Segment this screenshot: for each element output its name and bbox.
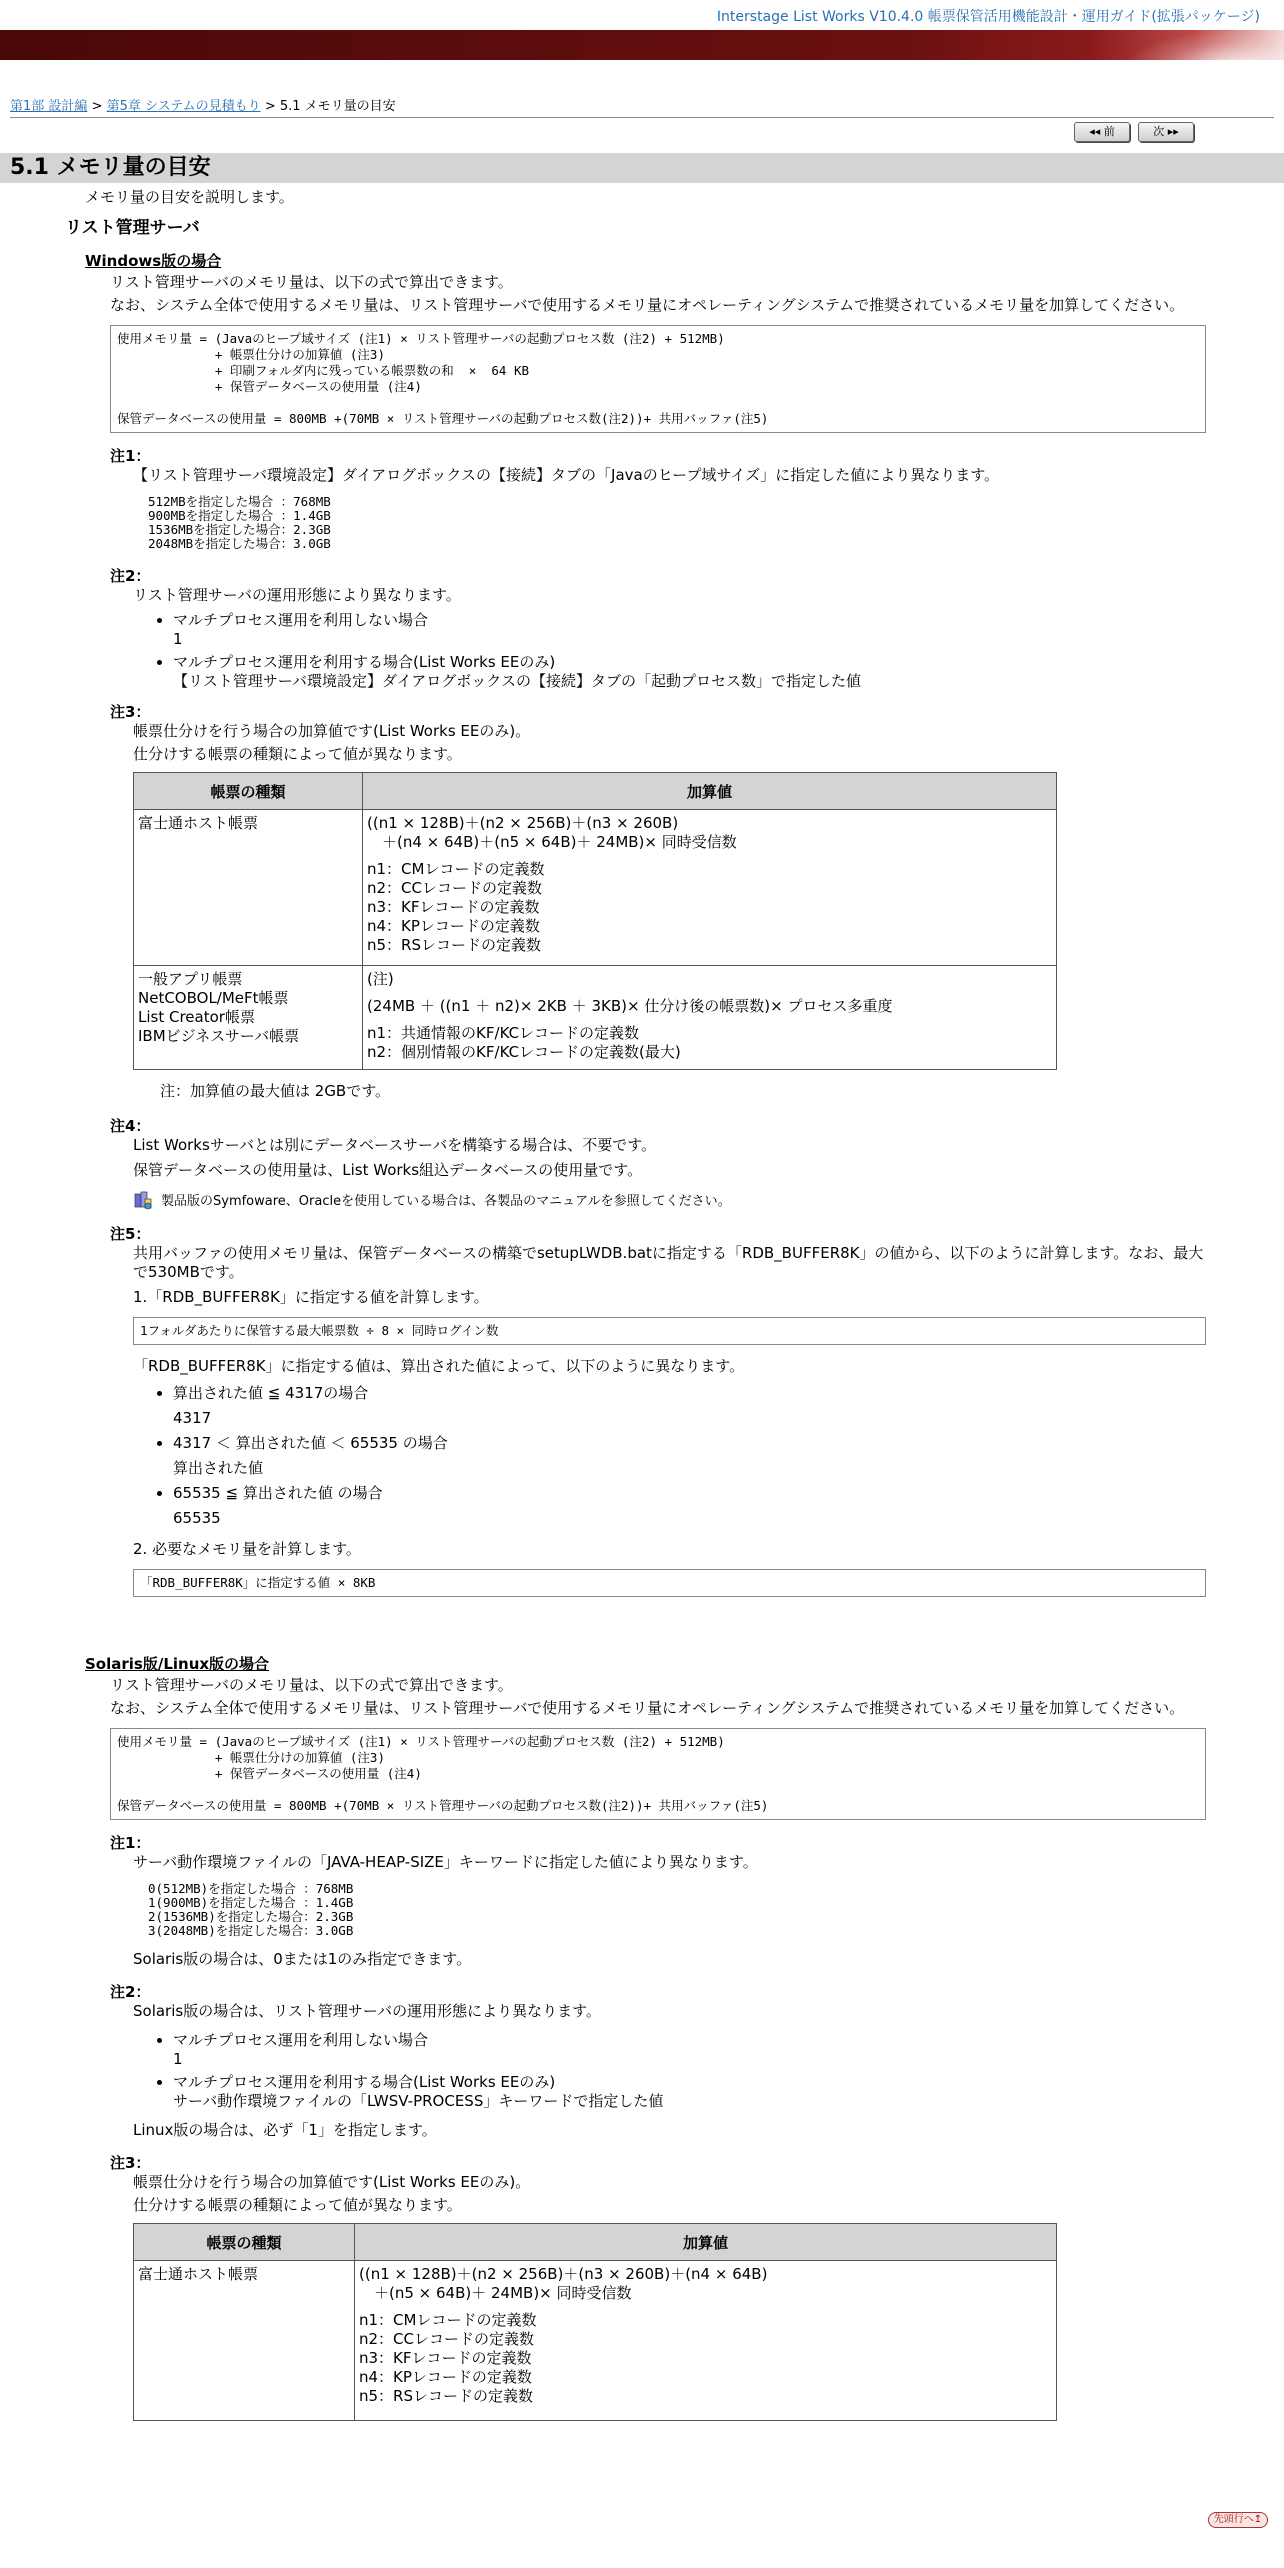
main-content — [0, 188, 1284, 2421]
table-row — [134, 810, 1057, 966]
list-item: • マルチプロセス運用を利用する場合(List Works EEのみ) 【リスト管理サーバ環境設定】ダイアログボックスの【接続】タブの「起動プロセス数」で指定した値 — [173, 653, 1284, 691]
windows-heading: Windows版の場合 — [85, 252, 222, 270]
solaris-note3-label: 注3： — [110, 2154, 151, 2172]
windows-note3-text1: 帳票仕分けを行う場合の加算値です(List Works EEのみ)。 — [133, 722, 531, 740]
windows-formula-box: 使用メモリ量 = (Javaのヒープ域サイズ (注1) × リスト管理サーバの起動プロセス数 (注2) + 512MB) + 帳票仕分けの加算値 (注3) + 印刷フォルダ内に残っている帳票数の和 × 64 KB + 保管データベースの使用量 (注4) 保管データベースの使用量 = 800MB +(70MB × リスト管理サーバの起動プロセス数(注2))+ 共用バッファ(注5) — [110, 325, 1206, 433]
windows-note2-text: リスト管理サーバの運用形態により異なります。 — [133, 586, 461, 604]
windows-note1-label: 注1： — [110, 447, 151, 465]
windows-note4-label: 注4： — [110, 1117, 151, 1135]
windows-note2-list — [133, 611, 1284, 691]
windows-p1: リスト管理サーバのメモリ量は、以下の式で算出できます。 — [110, 273, 513, 291]
breadcrumb-part-link[interactable]: 第1部 設計編 — [10, 99, 88, 114]
solaris-heading: Solaris版/Linux版の場合 — [85, 1655, 270, 1673]
windows-note3-text2: 仕分けする帳票の種類によって値が異なります。 — [133, 745, 462, 763]
solaris-note3-text1: 帳票仕分けを行う場合の加算値です(List Works EEのみ)。 — [133, 2173, 531, 2191]
table-cell: 富士通ホスト帳票 — [134, 810, 363, 966]
intro-text: メモリ量の目安を説明します。 — [85, 188, 294, 206]
list-item: • マルチプロセス運用を利用しない場合 1 — [173, 611, 1284, 649]
page-title-bar — [0, 153, 1284, 183]
solaris-note1-after: Solaris版の場合は、0または1のみ指定できます。 — [133, 1950, 472, 1968]
step1-box: 1フォルダあたりに保管する最大帳票数 ÷ 8 × 同時ログイン数 — [133, 1317, 1206, 1345]
breadcrumb — [10, 95, 396, 114]
section-title: リスト管理サーバ — [65, 218, 200, 238]
solaris-note3-text2: 仕分けする帳票の種類によって値が異なります。 — [133, 2196, 462, 2214]
list-item: • 65535 ≦ 算出された値 の場合 65535 — [173, 1484, 1284, 1528]
back-to-top-button[interactable]: 先頭行へ↥ — [1208, 2512, 1268, 2528]
reference-note — [133, 1190, 1284, 1209]
solaris-note2-text: Solaris版の場合は、リスト管理サーバの運用形態により異なります。 — [133, 2002, 601, 2020]
solaris-p2: なお、システム全体で使用するメモリ量は、リスト管理サーバで使用するメモリ量にオペレーティングシステムで推奨されているメモリ量を加算してください。 — [110, 1699, 1185, 1717]
windows-p2: なお、システム全体で使用するメモリ量は、リスト管理サーバで使用するメモリ量にオペレーティングシステムで推奨されているメモリ量を加算してください。 — [110, 296, 1185, 314]
table-row — [134, 2261, 1057, 2421]
windows-note2-label: 注2： — [110, 567, 151, 585]
list-item: • マルチプロセス運用を利用しない場合 1 — [173, 2031, 1284, 2069]
table-header: 加算値 — [355, 2224, 1057, 2261]
breadcrumb-sep: > — [260, 99, 280, 114]
page-title: 5.1 メモリ量の目安 — [10, 155, 211, 180]
solaris-note2-after: Linux版の場合は、必ず「1」を指定します。 — [133, 2121, 437, 2139]
books-icon — [133, 1191, 153, 1209]
list-item: • 4317 ＜ 算出された値 ＜ 65535 の場合 算出された値 — [173, 1434, 1284, 1478]
windows-note5-label: 注5： — [110, 1225, 151, 1243]
solaris-addition-table — [133, 2223, 1057, 2421]
table-cell: 一般アプリ帳票 NetCOBOL/MeFt帳票 List Creator帳票 IBMビジネスサーバ帳票 — [134, 966, 363, 1070]
table-header: 帳票の種類 — [134, 773, 363, 810]
list-item: • 算出された値 ≦ 4317の場合 4317 — [173, 1384, 1284, 1428]
table-cell: ((n1 × 128B)＋(n2 × 256B)＋(n3 × 260B) ＋(n4 × 64B)＋(n5 × 64B)＋ 24MB)× 同時受信数 n1：CMレコードの定義数 n2：CCレコードの定義数 n3：KFレコードの定義数 n4：KPレコードの定義数 n5：RSレコードの定義数 — [363, 810, 1057, 966]
solaris-note2-label: 注2： — [110, 1983, 151, 2001]
manual-title: Interstage List Works V10.4.0 帳票保管活用機能設計・運用ガイド(拡張パッケージ) — [716, 9, 1260, 25]
solaris-note2-list — [133, 2031, 1284, 2111]
solaris-p1: リスト管理サーバのメモリ量は、以下の式で算出できます。 — [110, 1676, 513, 1694]
solaris-note1-list: 0(512MB)を指定した場合 ：768MB 1(900MB)を指定した場合 ：1.4GB 2(1536MB)を指定した場合：2.3GB 3(2048MB)を指定した場合：3.0GB — [148, 1881, 354, 1938]
breadcrumb-sep: > — [87, 99, 107, 114]
step2-box: 「RDB_BUFFER8K」に指定する値 × 8KB — [133, 1569, 1206, 1597]
breadcrumb-chapter-link[interactable]: 第5章 システムの見積もり — [106, 99, 261, 114]
step1-result-text: 「RDB_BUFFER8K」に指定する値は、算出された値によって、以下のように異なります。 — [133, 1357, 745, 1375]
step1-list — [133, 1384, 1284, 1528]
table-row — [134, 966, 1057, 1070]
divider — [10, 117, 1274, 118]
windows-note4-text2: 保管データベースの使用量は、List Works組込データベースの使用量です。 — [133, 1161, 643, 1179]
breadcrumb-current: 5.1 メモリ量の目安 — [279, 99, 396, 114]
table-header: 帳票の種類 — [134, 2224, 355, 2261]
page-nav — [1074, 122, 1194, 142]
windows-note5-text: 共用バッファの使用メモリ量は、保管データベースの構築でsetupLWDB.batに指定する「RDB_BUFFER8K」の値から、以下のように計算します。なお、最大で530MBです。 — [133, 1244, 1204, 1281]
solaris-formula-box: 使用メモリ量 = (Javaのヒープ域サイズ (注1) × リスト管理サーバの起動プロセス数 (注2) + 512MB) + 帳票仕分けの加算値 (注3) + 保管データベースの使用量 (注4) 保管データベースの使用量 = 800MB +(70MB × リスト管理サーバの起動プロセス数(注2))+ 共用バッファ(注5) — [110, 1728, 1206, 1820]
next-button[interactable]: 次 ▸▸ — [1138, 122, 1194, 142]
windows-note4-text1: List Worksサーバとは別にデータベースサーバを構築する場合は、不要です。 — [133, 1136, 657, 1154]
table-note: 注：加算値の最大値は 2GBです。 — [160, 1082, 391, 1100]
windows-note3-label: 注3： — [110, 703, 151, 721]
prev-button[interactable]: ◂◂ 前 — [1074, 122, 1130, 142]
banner-swoosh — [1124, 30, 1284, 60]
table-header: 加算値 — [363, 773, 1057, 810]
step1-text: 1.「RDB_BUFFER8K」に指定する値を計算します。 — [133, 1288, 489, 1306]
table-cell: ((n1 × 128B)＋(n2 × 256B)＋(n3 × 260B)＋(n4 × 64B) ＋(n5 × 64B)＋ 24MB)× 同時受信数 n1：CMレコードの定義数 n2：CCレコードの定義数 n3：KFレコードの定義数 n4：KPレコードの定義数 n5：RSレコードの定義数 — [355, 2261, 1057, 2421]
solaris-note1-label: 注1： — [110, 1834, 151, 1852]
step2-text: 2. 必要なメモリ量を計算します。 — [133, 1540, 361, 1558]
windows-addition-table — [133, 772, 1057, 1070]
reference-note-text: 製品版のSymfoware、Oracleを使用している場合は、各製品のマニュアルを参照してください。 — [161, 1194, 731, 1209]
header-banner — [0, 30, 1284, 60]
table-cell: 富士通ホスト帳票 — [134, 2261, 355, 2421]
solaris-note1-text: サーバ動作環境ファイルの「JAVA-HEAP-SIZE」キーワードに指定した値により異なります。 — [133, 1853, 758, 1871]
table-cell: (注) (24MB ＋ ((n1 ＋ n2)× 2KB ＋ 3KB)× 仕分け後の帳票数)× プロセス多重度 n1：共通情報のKF/KCレコードの定義数 n2：個別情報のKF/KCレコードの定義数(最大) — [363, 966, 1057, 1070]
windows-note1-list: 512MBを指定した場合 ：768MB 900MBを指定した場合 ：1.4GB 1536MBを指定した場合：2.3GB 2048MBを指定した場合：3.0GB — [148, 494, 331, 551]
list-item: • マルチプロセス運用を利用する場合(List Works EEのみ) サーバ動作環境ファイルの「LWSV-PROCESS」キーワードで指定した値 — [173, 2073, 1284, 2111]
windows-note1-text: 【リスト管理サーバ環境設定】ダイアログボックスの【接続】タブの「Javaのヒープ域サイズ」に指定した値により異なります。 — [133, 466, 999, 484]
